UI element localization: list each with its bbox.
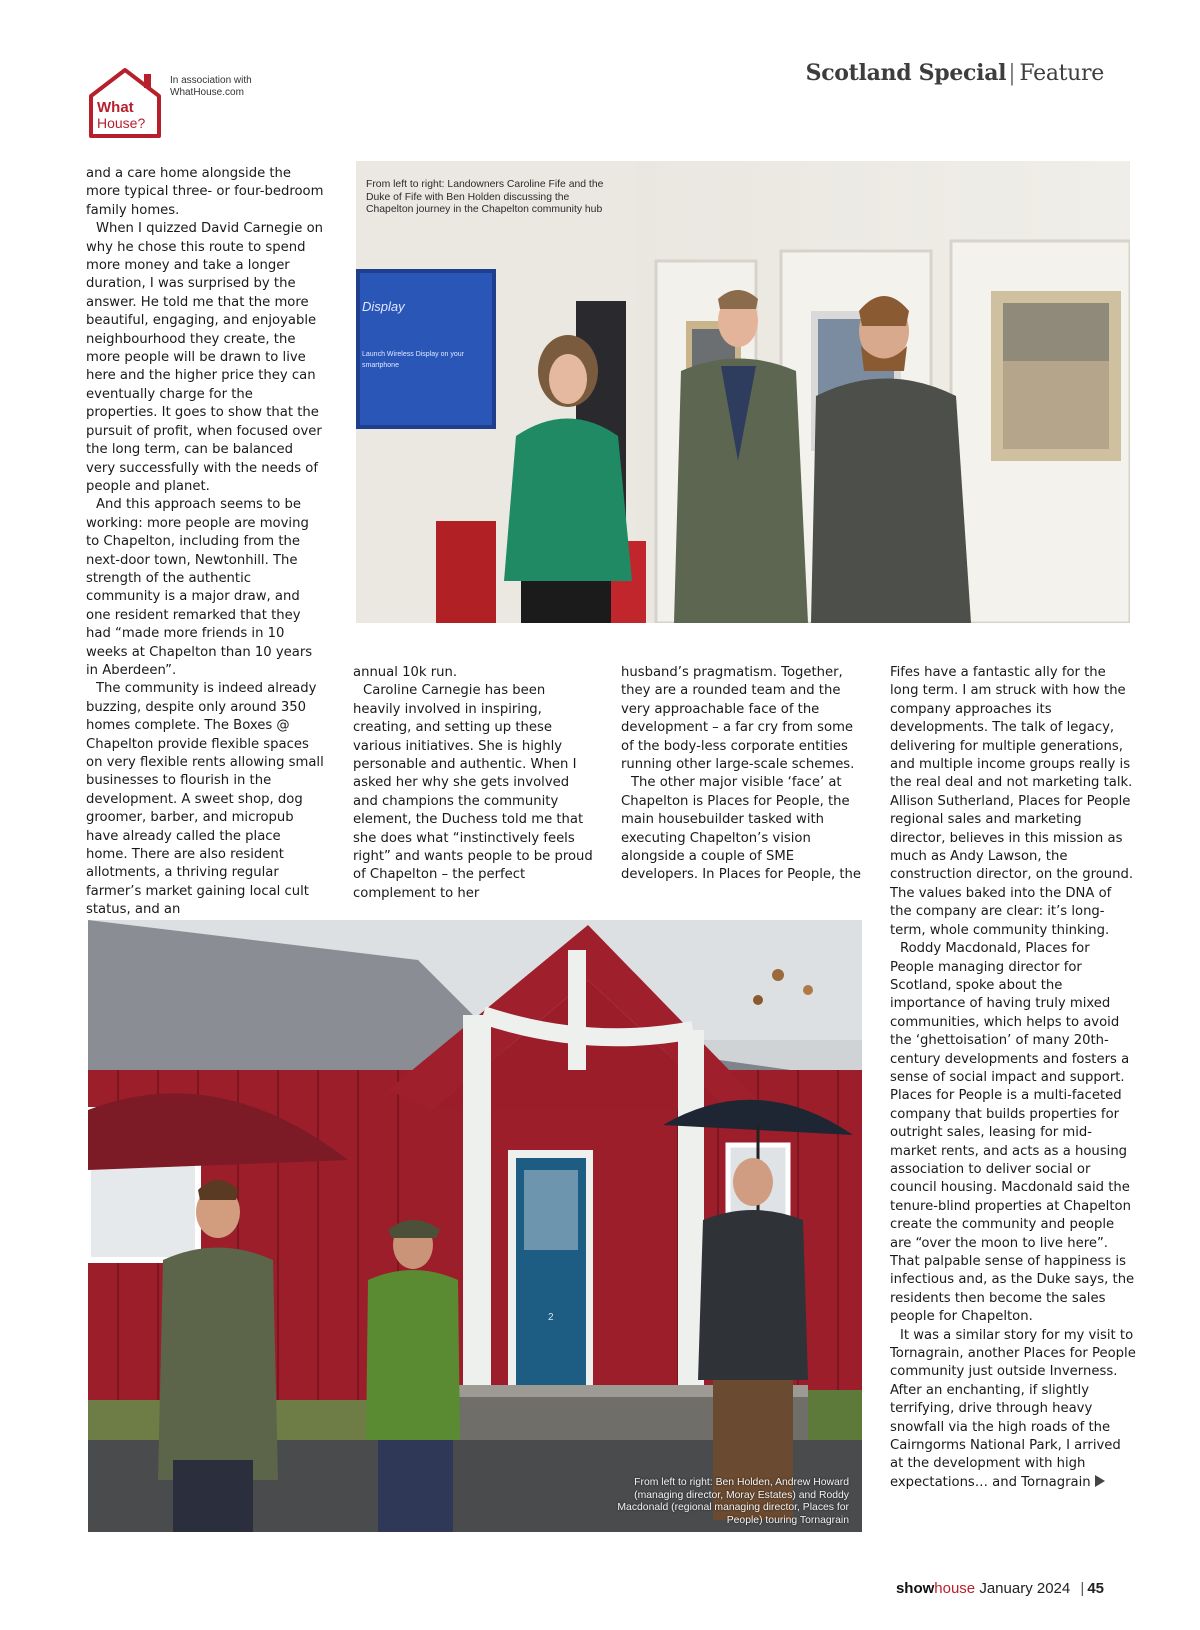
page-number: 45 [1087, 1580, 1104, 1597]
logo-line2: House? [97, 115, 146, 131]
top-photo-caption: From left to right: Landowners Caroline Fife and the Duke of Fife with Ben Holden discussing the Chapelton journey in the Chapelton community hub [366, 179, 604, 215]
col2-paragraph: annual 10k run. [353, 665, 458, 680]
logo-line1: What [97, 99, 134, 116]
section-category: Feature [1019, 61, 1104, 86]
col4-paragraph [890, 1327, 1136, 1493]
footer-issue: January 2024 [979, 1580, 1071, 1597]
col4-paragraph: Fifes have a fantastic ally for the long term. I am struck with how the company approaches its developments. The talk of legacy, delivering for multiple generations, and multiple income groups really is the real deal and not marketing talk. Allison Sutherland, Places for People regional sales and marketing director, believes in this mission as much as Andy Lawson, the construction director, on the ground. The values baked into the DNA of the company are clear: it’s long-term, whole community thinking. [890, 665, 1134, 938]
association-line1: In association with [170, 75, 252, 86]
footer-divider: | [1080, 1580, 1085, 1597]
community-hub-photo [356, 161, 1130, 623]
col1-paragraph: and a care home alongside the more typical three- or four-bedroom family homes. [86, 166, 324, 218]
article-column-4 [890, 664, 1136, 1492]
tornagrain-photo [88, 920, 862, 1532]
footer-brand-show: show [895, 1580, 935, 1597]
col4-paragraph-text: It was a similar story for my visit to Tornagrain, another Places for People community just outside Inverness. After an enchanting, if slightly terrifying, drive through heavy snowfall via the high roads of the Cairngorms National Park, I arrived at the development with high expectations… and Tornagrain [890, 1327, 1136, 1490]
col3-paragraph: The other major visible ‘face’ at Chapelton is Places for People, the main housebuilder tasked with executing Chapelton’s vision alongside a couple of SME developers. In Places for People, the [621, 775, 862, 883]
col4-paragraph: Roddy Macdonald, Places for People managing director for Scotland, spoke about the importance of having truly mixed communities, which helps to avoid the ‘ghettoisation’ of many 20th-century developments and fosters a sense of social impact and support. Places for People is a multi-faceted company that builds properties for outright sales, leasing for mid-market rents, and acts as a housing association to deliver social or council housing. Macdonald said the tenure-blind properties at Chapelton create the community and people are “over the moon to live here”. That palpable sense of happiness is infectious and, as the Duke says, the residents then become the sales people for Chapelton. [890, 941, 1135, 1325]
association-line2: WhatHouse.com [170, 87, 244, 98]
association-note [170, 75, 252, 99]
whathouse-logo [86, 66, 164, 141]
col3-paragraph: husband’s pragmatism. Together, they are a rounded team and the very approachable face of the development – a far cry from some of the body-less corporate entities running other large-scale schemes. [621, 665, 855, 773]
continue-arrow-icon [1095, 1475, 1105, 1487]
page-footer [896, 1580, 1104, 1597]
col1-paragraph: When I quizzed David Carnegie on why he chose this route to spend more money and take a longer duration, I was surprised by the answer. He told me that the more beautiful, engaging, and enjoyable neighbourhood they create, the more people will be drawn to live here and the higher price they can eventually charge for the properties. It goes to show that the pursuit of profit, when focused over the long term, can be balanced very successfully with the needs of people and planet. [86, 221, 324, 494]
article-column-1 [86, 165, 326, 920]
col1-paragraph: The community is indeed already buzzing, despite only around 350 homes complete. The Boxes @ Chapelton provide flexible spaces on very flexible rents allowing small businesses to flourish in the development. A sweet shop, dog groomer, barber, and micropub have already called the place home. There are also resident allotments, a thriving regular farmer’s market gaining local cult status, and an [86, 681, 324, 918]
col2-paragraph: Caroline Carnegie has been heavily involved in inspiring, creating, and setting up these various initiatives. She is highly personable and authentic. When I asked her why she gets involved and champions the community element, the Duchess told me that she does what “instinctively feels right” and wants people to be proud of Chapelton – the perfect complement to her [353, 683, 593, 901]
tv-screen-title: Display [362, 299, 405, 314]
tv-screen-line2: smartphone [362, 362, 399, 369]
footer-brand-house: house [934, 1580, 976, 1597]
header-divider: | [1008, 61, 1016, 86]
bottom-photo-caption: From left to right: Ben Holden, Andrew Howard (managing director, Moray Estates) and Roddy Macdonald (regional managing director, Places for People) touring Tornagrain [617, 1477, 849, 1526]
section-title: Scotland Special [805, 60, 1007, 86]
tv-screen-line1: Launch Wireless Display on your [362, 351, 464, 358]
article-column-2 [353, 664, 595, 903]
article-column-3 [621, 664, 863, 885]
door-number: 2 [548, 1312, 554, 1323]
section-header [806, 60, 1104, 86]
col1-paragraph: And this approach seems to be working: more people are moving to Chapelton, including from the next-door town, Newtonhill. The strength of the authentic community is a major draw, and one resident remarked that they had “made more friends in 10 weeks at Chapelton than 10 years in Aberdeen”. [86, 497, 313, 678]
